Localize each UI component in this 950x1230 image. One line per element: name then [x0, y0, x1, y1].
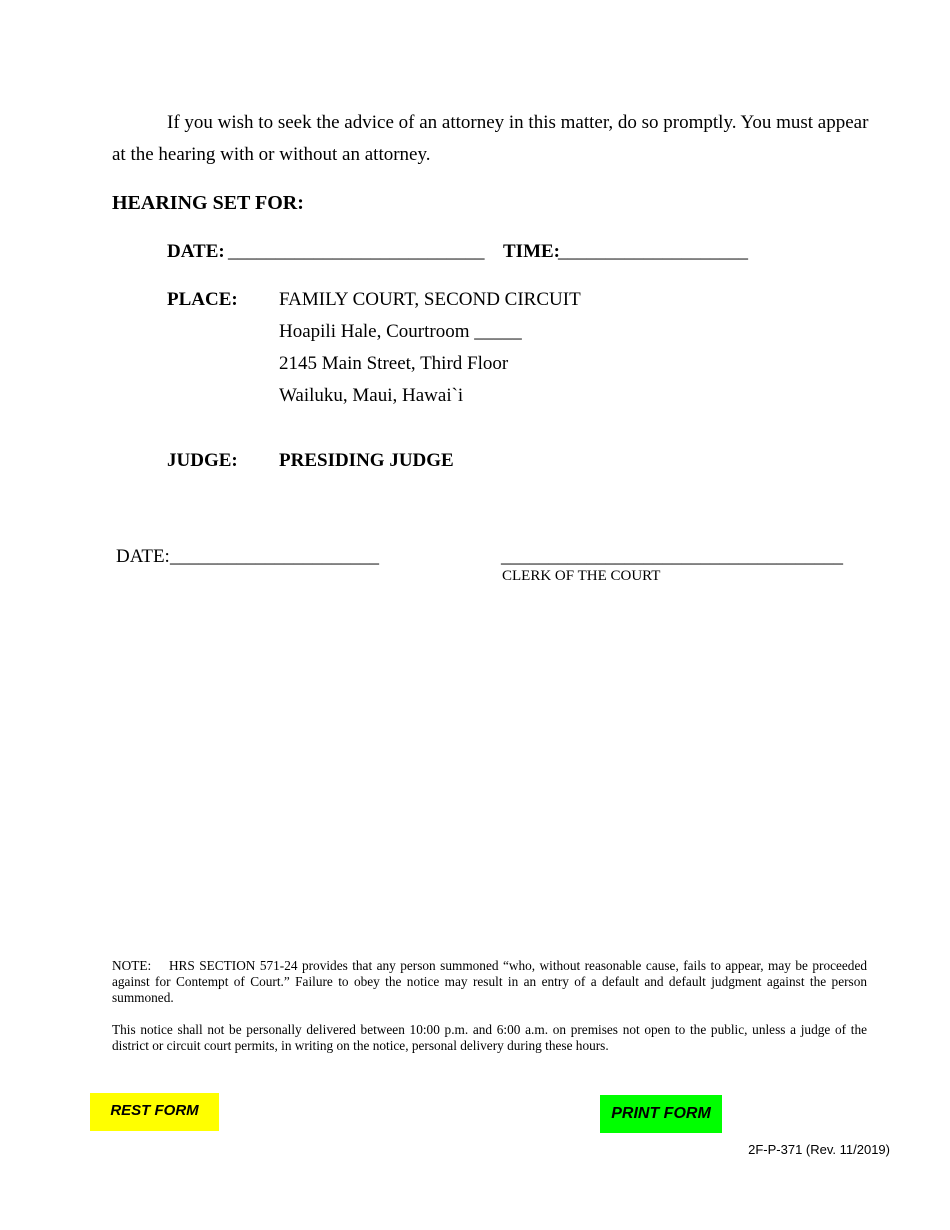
clerk-label: CLERK OF THE COURT	[502, 568, 661, 584]
signature-date-field[interactable]: ______________________	[170, 546, 379, 567]
place-line: 2145 Main Street, Third Floor	[279, 353, 509, 374]
judge-label: JUDGE:	[167, 450, 238, 471]
judge-value: PRESIDING JUDGE	[279, 450, 454, 471]
hearing-heading: HEARING SET FOR:	[112, 192, 304, 214]
intro-line-2: at the hearing with or without an attorney.	[112, 144, 431, 165]
place-label: PLACE:	[167, 289, 238, 310]
signature-date-label: DATE:	[116, 546, 170, 567]
hearing-date-label: DATE:	[167, 241, 225, 262]
form-id: 2F-P-371 (Rev. 11/2019)	[748, 1142, 890, 1157]
note-contempt: NOTE: HRS SECTION 571-24 provides that any person summoned “who, without reasonable cause, fails to appear, may be proceeded against for Contempt of Court.” Failure to obey the notice may result in an entry of a default and default judgment against the person summoned.	[112, 958, 867, 1005]
print-form-button[interactable]: PRINT FORM	[600, 1095, 722, 1133]
intro-line-1: If you wish to seek the advice of an attorney in this matter, do so promptly. You must appear	[167, 112, 869, 133]
place-line: FAMILY COURT, SECOND CIRCUIT	[279, 289, 581, 310]
note-delivery: This notice shall not be personally delivered between 10:00 p.m. and 6:00 a.m. on premises not open to the public, unless a judge of the district or circuit court permits, in writing on the notice, personal delivery during these hours.	[112, 1022, 867, 1053]
reset-form-button[interactable]: REST FORM	[90, 1093, 219, 1131]
hearing-time-field[interactable]: ____________________	[558, 241, 748, 262]
clerk-signature-line: ____________________________________	[501, 546, 843, 567]
place-line: Wailuku, Maui, Hawai`i	[279, 385, 464, 406]
place-line: Hoapili Hale, Courtroom _____	[279, 321, 522, 342]
hearing-date-field[interactable]: ___________________________	[228, 241, 485, 262]
hearing-time-label: TIME:	[503, 241, 560, 262]
